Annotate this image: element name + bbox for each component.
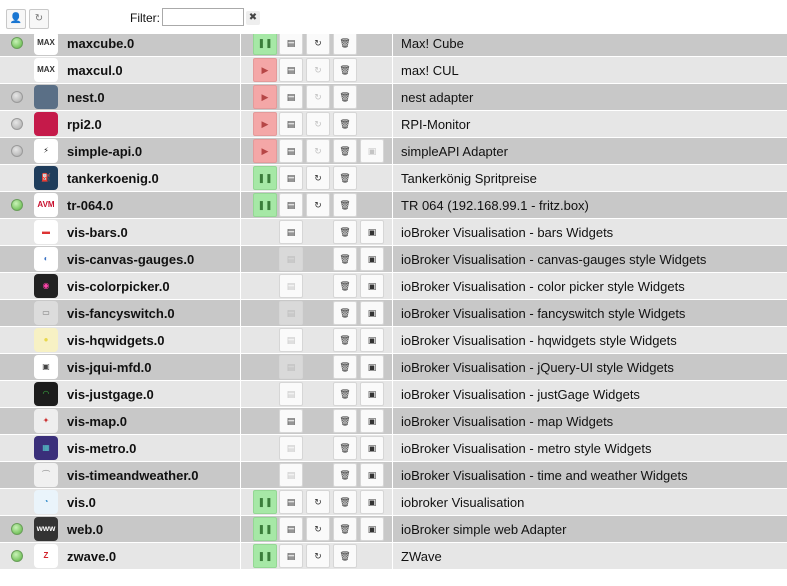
avm-icon: AVM [34, 193, 58, 217]
status-cell [0, 300, 32, 326]
name-cell [60, 111, 241, 137]
status-led-icon [11, 118, 23, 130]
adapter-name: zwave.0 [67, 549, 117, 564]
delete-button[interactable]: 🗑 [333, 112, 357, 136]
nest-icon [34, 85, 58, 109]
weather-icon: ⌒ [34, 463, 58, 487]
pause-button[interactable]: ❚❚ [253, 517, 277, 541]
name-cell [60, 57, 241, 83]
actions-cell [240, 462, 393, 488]
fuel-pump-icon: ⛽ [34, 166, 58, 190]
title-cell [395, 84, 787, 110]
table-row[interactable] [0, 462, 787, 489]
delete-button[interactable]: 🗑 [333, 355, 357, 379]
config-button[interactable]: ▤ [279, 193, 303, 217]
pause-button[interactable]: ❚❚ [253, 544, 277, 568]
web-link-button[interactable]: ▣ [360, 463, 384, 487]
title-cell [395, 57, 787, 83]
adapter-title: Tankerkönig Spritpreise [401, 171, 537, 186]
vis-bars-icon: ▬ [34, 220, 58, 244]
bulb-icon: ● [34, 328, 58, 352]
adapter-title: ioBroker Visualisation - hqwidgets style Widgets [401, 333, 677, 348]
icon-cell [32, 219, 60, 245]
status-cell [0, 327, 32, 353]
name-cell [60, 300, 241, 326]
adapter-name: vis-jqui-mfd.0 [67, 360, 152, 375]
name-cell [60, 489, 241, 515]
title-cell [395, 543, 787, 569]
name-cell [60, 192, 241, 218]
delete-button[interactable]: 🗑 [333, 85, 357, 109]
name-cell [60, 516, 241, 542]
reload-button[interactable]: ↻ [306, 166, 330, 190]
name-cell [60, 543, 241, 569]
www-icon: www [34, 517, 58, 541]
web-link-button[interactable]: ▣ [360, 247, 384, 271]
delete-button[interactable]: 🗑 [333, 382, 357, 406]
actions-cell [240, 273, 393, 299]
title-cell [395, 138, 787, 164]
status-cell [0, 273, 32, 299]
adapter-title: iobroker Visualisation [401, 495, 525, 510]
adapter-name: rpi2.0 [67, 117, 102, 132]
status-cell [0, 381, 32, 407]
name-cell [60, 354, 241, 380]
metro-icon: ▦ [34, 436, 58, 460]
status-cell [0, 246, 32, 272]
adapter-title: ZWave [401, 549, 442, 564]
reload-button[interactable]: ↻ [306, 31, 330, 55]
adapter-name: vis-colorpicker.0 [67, 279, 170, 294]
adapter-name: vis.0 [67, 495, 96, 510]
table-row[interactable] [0, 543, 787, 570]
web-link-button[interactable]: ▣ [360, 409, 384, 433]
delete-button[interactable]: 🗑 [333, 166, 357, 190]
web-link-button[interactable]: ▣ [360, 517, 384, 541]
reload-button[interactable]: ↻ [306, 517, 330, 541]
reload-button[interactable]: ↻ [306, 490, 330, 514]
icon-cell [32, 138, 60, 164]
actions-cell [240, 516, 393, 542]
adapter-name: vis-bars.0 [67, 225, 128, 240]
adapter-title: ioBroker Visualisation - map Widgets [401, 414, 614, 429]
title-cell [395, 354, 787, 380]
actions-cell [240, 246, 393, 272]
icon-cell [32, 489, 60, 515]
adapter-name: maxcube.0 [67, 36, 135, 51]
delete-button[interactable]: 🗑 [333, 31, 357, 55]
adapter-name: maxcul.0 [67, 63, 123, 78]
name-cell [60, 273, 241, 299]
status-cell [0, 57, 32, 83]
icon-cell [32, 84, 60, 110]
reload-button[interactable]: ↻ [306, 85, 330, 109]
clear-filter-icon[interactable]: ✖ [246, 11, 260, 25]
web-link-button[interactable]: ▣ [360, 301, 384, 325]
name-cell [60, 462, 241, 488]
adapter-title: ioBroker Visualisation - time and weather Widgets [401, 468, 688, 483]
title-cell [395, 516, 787, 542]
filter-label: Filter: [130, 11, 160, 25]
adapter-title: TR 064 (192.168.99.1 - fritz.box) [401, 198, 589, 213]
config-button[interactable]: ▤ [279, 247, 303, 271]
maxcul-icon: MAX [34, 58, 58, 82]
delete-button[interactable]: 🗑 [333, 247, 357, 271]
toolbar [0, 0, 787, 34]
status-cell [0, 462, 32, 488]
delete-button[interactable]: 🗑 [333, 328, 357, 352]
icon-cell [32, 246, 60, 272]
adapter-name: nest.0 [67, 90, 105, 105]
name-cell [60, 435, 241, 461]
table-row[interactable] [0, 300, 787, 327]
title-cell [395, 462, 787, 488]
icon-cell [32, 516, 60, 542]
status-cell [0, 435, 32, 461]
title-cell [395, 273, 787, 299]
delete-button[interactable]: 🗑 [333, 58, 357, 82]
adapter-title: simpleAPI Adapter [401, 144, 508, 159]
web-link-button[interactable]: ▣ [360, 139, 384, 163]
actions-cell [240, 408, 393, 434]
table-row[interactable] [0, 435, 787, 462]
name-cell [60, 138, 241, 164]
adapter-name: vis-metro.0 [67, 441, 137, 456]
adapter-name: vis-map.0 [67, 414, 127, 429]
adapter-name: tr-064.0 [67, 198, 114, 213]
actions-cell [240, 138, 393, 164]
actions-cell [240, 354, 393, 380]
reload-button[interactable]: ↻ [306, 58, 330, 82]
adapter-title: max! CUL [401, 63, 459, 78]
table-row[interactable] [0, 489, 787, 516]
title-cell [395, 219, 787, 245]
icon-cell [32, 435, 60, 461]
delete-button[interactable]: 🗑 [333, 193, 357, 217]
config-button[interactable]: ▤ [279, 166, 303, 190]
actions-cell [240, 489, 393, 515]
config-button[interactable]: ▤ [279, 112, 303, 136]
table-row[interactable] [0, 327, 787, 354]
delete-button[interactable]: 🗑 [333, 274, 357, 298]
gauge-icon: ◐ [34, 247, 58, 271]
title-cell [395, 300, 787, 326]
icon-cell [32, 273, 60, 299]
adapter-title: ioBroker simple web Adapter [401, 522, 567, 537]
actions-cell [240, 435, 393, 461]
delete-button[interactable]: 🗑 [333, 436, 357, 460]
actions-cell [240, 165, 393, 191]
name-cell [60, 165, 241, 191]
actions-cell [240, 192, 393, 218]
table-row[interactable] [0, 408, 787, 435]
config-button[interactable]: ▤ [279, 85, 303, 109]
adapter-name: vis-canvas-gauges.0 [67, 252, 195, 267]
config-button[interactable]: ▤ [279, 436, 303, 460]
status-led-icon [11, 37, 23, 49]
status-led-icon [11, 550, 23, 562]
icon-cell [32, 543, 60, 569]
adapter-name: simple-api.0 [67, 144, 143, 159]
config-button[interactable]: ▤ [279, 301, 303, 325]
delete-button[interactable]: 🗑 [333, 409, 357, 433]
title-cell [395, 489, 787, 515]
delete-button[interactable]: 🗑 [333, 220, 357, 244]
reload-button[interactable]: ↻ [306, 139, 330, 163]
status-cell [0, 84, 32, 110]
icon-cell [32, 192, 60, 218]
icon-cell [32, 327, 60, 353]
adapter-title: ioBroker Visualisation - metro style Widgets [401, 441, 652, 456]
config-button[interactable]: ▤ [279, 409, 303, 433]
delete-button[interactable]: 🗑 [333, 517, 357, 541]
status-led-icon [11, 145, 23, 157]
status-led-icon [11, 199, 23, 211]
title-cell [395, 327, 787, 353]
title-cell [395, 435, 787, 461]
table-row[interactable] [0, 192, 787, 219]
config-button[interactable]: ▤ [279, 517, 303, 541]
web-link-button[interactable]: ▣ [360, 436, 384, 460]
web-link-button[interactable]: ▣ [360, 274, 384, 298]
start-button[interactable]: ▶ [253, 85, 277, 109]
start-button[interactable]: ▶ [253, 112, 277, 136]
adapter-name: vis-fancyswitch.0 [67, 306, 175, 321]
name-cell [60, 381, 241, 407]
config-button[interactable]: ▤ [279, 463, 303, 487]
name-cell [60, 84, 241, 110]
status-led-icon [11, 91, 23, 103]
web-link-button[interactable]: ▣ [360, 355, 384, 379]
table-row[interactable] [0, 516, 787, 543]
status-cell [0, 354, 32, 380]
actions-cell [240, 84, 393, 110]
status-led-icon [11, 523, 23, 535]
adapter-list [0, 15, 787, 570]
status-cell [0, 516, 32, 542]
title-cell [395, 165, 787, 191]
icon-cell [32, 408, 60, 434]
web-link-button[interactable]: ▣ [360, 328, 384, 352]
title-cell [395, 381, 787, 407]
icon-cell [32, 462, 60, 488]
actions-cell [240, 57, 393, 83]
map-icon: ✦ [34, 409, 58, 433]
adapter-title: ioBroker Visualisation - bars Widgets [401, 225, 614, 240]
delete-button[interactable]: 🗑 [333, 301, 357, 325]
justgage-icon: ◠ [34, 382, 58, 406]
vis-gauge-icon: ◔ [34, 490, 58, 514]
status-cell [0, 192, 32, 218]
table-row[interactable] [0, 165, 787, 192]
status-cell [0, 543, 32, 569]
adapter-title: ioBroker Visualisation - jQuery-UI style Widgets [401, 360, 674, 375]
adapter-title: nest adapter [401, 90, 474, 105]
table-row[interactable] [0, 219, 787, 246]
pause-button[interactable]: ❚❚ [253, 193, 277, 217]
color-wheel-icon: ◉ [34, 274, 58, 298]
start-button[interactable]: ▶ [253, 58, 277, 82]
adapter-title: ioBroker Visualisation - fancyswitch style Widgets [401, 306, 686, 321]
pause-button[interactable]: ❚❚ [253, 166, 277, 190]
table-row[interactable] [0, 57, 787, 84]
delete-button[interactable]: 🗑 [333, 544, 357, 568]
pause-button[interactable]: ❚❚ [253, 31, 277, 55]
title-cell [395, 192, 787, 218]
name-cell [60, 327, 241, 353]
reload-button[interactable]: ↻ [306, 544, 330, 568]
adapter-title: RPI-Monitor [401, 117, 471, 132]
reload-button[interactable]: ↻ [306, 112, 330, 136]
delete-button[interactable]: 🗑 [333, 490, 357, 514]
adapter-title: ioBroker Visualisation - canvas-gauges style Widgets [401, 252, 707, 267]
web-link-button[interactable]: ▣ [360, 220, 384, 244]
actions-cell [240, 543, 393, 569]
icon-cell [32, 381, 60, 407]
title-cell [395, 111, 787, 137]
adapter-name: vis-justgage.0 [67, 387, 154, 402]
table-row[interactable] [0, 138, 787, 165]
adapter-title: ioBroker Visualisation - color picker style Widgets [401, 279, 685, 294]
simple-api-icon: ⚡ [34, 139, 58, 163]
status-cell [0, 408, 32, 434]
delete-button[interactable]: 🗑 [333, 139, 357, 163]
name-cell [60, 408, 241, 434]
actions-cell [240, 111, 393, 137]
zwave-icon: Z [34, 544, 58, 568]
jqui-icon: ▣ [34, 355, 58, 379]
status-cell [0, 138, 32, 164]
table-row[interactable] [0, 273, 787, 300]
table-row[interactable] [0, 84, 787, 111]
refresh-icon[interactable]: ↻ [29, 9, 49, 29]
adapter-name: tankerkoenig.0 [67, 171, 159, 186]
icon-cell [32, 165, 60, 191]
filter-input[interactable] [162, 8, 244, 26]
config-button[interactable]: ▤ [279, 382, 303, 406]
config-button[interactable]: ▤ [279, 220, 303, 244]
table-row[interactable] [0, 354, 787, 381]
config-button[interactable]: ▤ [279, 355, 303, 379]
adapter-title: ioBroker Visualisation - justGage Widgets [401, 387, 640, 402]
status-cell [0, 165, 32, 191]
table-row[interactable] [0, 30, 787, 57]
status-cell [0, 489, 32, 515]
maxcube-icon: MAX [34, 31, 58, 55]
pause-button[interactable]: ❚❚ [253, 490, 277, 514]
adapter-name: vis-timeandweather.0 [67, 468, 199, 483]
table-row[interactable] [0, 111, 787, 138]
raspberry-icon [34, 112, 58, 136]
table-row[interactable] [0, 246, 787, 273]
config-button[interactable]: ▤ [279, 31, 303, 55]
config-button[interactable]: ▤ [279, 274, 303, 298]
title-cell [395, 408, 787, 434]
person-icon[interactable]: 👤 [6, 9, 26, 29]
adapter-name: vis-hqwidgets.0 [67, 333, 165, 348]
switch-icon: ▭ [34, 301, 58, 325]
config-button[interactable]: ▤ [279, 139, 303, 163]
web-link-button[interactable]: ▣ [360, 490, 384, 514]
name-cell [60, 219, 241, 245]
actions-cell [240, 219, 393, 245]
status-cell [0, 111, 32, 137]
start-button[interactable]: ▶ [253, 139, 277, 163]
actions-cell [240, 300, 393, 326]
config-button[interactable]: ▤ [279, 328, 303, 352]
actions-cell [240, 381, 393, 407]
name-cell [60, 246, 241, 272]
web-link-button[interactable]: ▣ [360, 382, 384, 406]
icon-cell [32, 57, 60, 83]
config-button[interactable]: ▤ [279, 490, 303, 514]
actions-cell [240, 327, 393, 353]
config-button[interactable]: ▤ [279, 58, 303, 82]
delete-button[interactable]: 🗑 [333, 463, 357, 487]
status-cell [0, 219, 32, 245]
icon-cell [32, 354, 60, 380]
config-button[interactable]: ▤ [279, 544, 303, 568]
icon-cell [32, 300, 60, 326]
adapter-title: Max! Cube [401, 36, 464, 51]
adapter-name: web.0 [67, 522, 104, 537]
icon-cell [32, 111, 60, 137]
title-cell [395, 246, 787, 272]
reload-button[interactable]: ↻ [306, 193, 330, 217]
table-row[interactable] [0, 381, 787, 408]
